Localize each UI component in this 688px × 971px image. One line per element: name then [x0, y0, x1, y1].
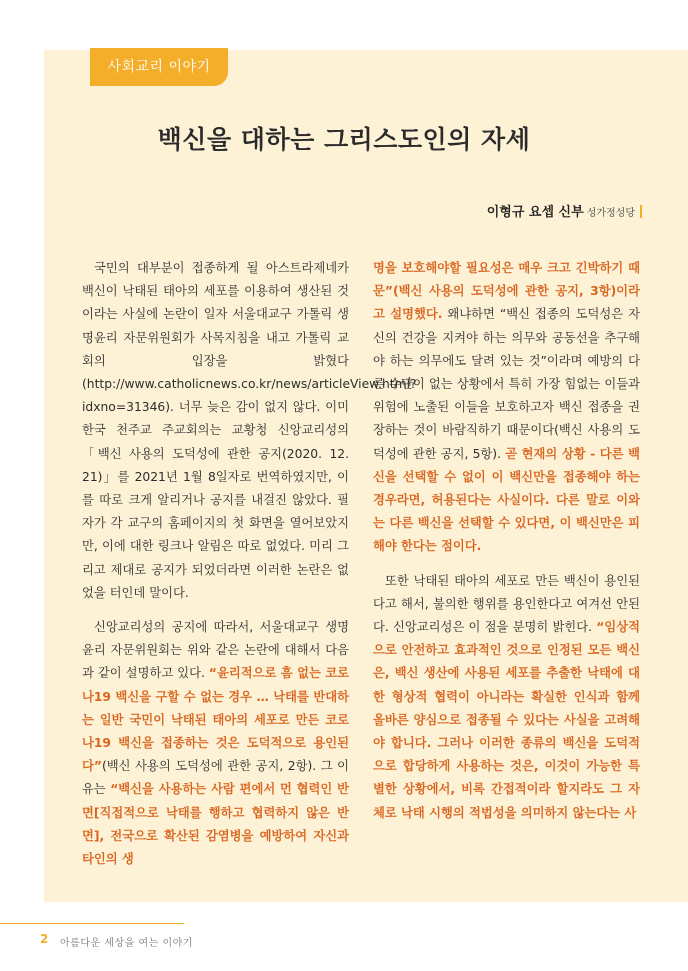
author-name: 이형규 요셉 신부 — [486, 205, 584, 220]
footer-rule — [0, 923, 184, 924]
paragraph — [373, 257, 640, 559]
byline-divider — [640, 205, 642, 218]
paragraph — [82, 257, 417, 605]
highlighted-quote: “백신을 사용하는 사람 편에서 먼 협력인 반면[직접적으로 낙태를 행하고 협력하지 않은 반면], 전국으로 확산된 감염병을 예방하여 자신과 타인의 생 — [82, 782, 349, 867]
paragraph-text: (백신 사용의 도덕성에 관한 공지, 2항). 그 이유는 — [82, 759, 349, 797]
paragraph-text: 또한 낙태된 태아의 세포로 만든 백신이 용인된다고 해서, 불의한 행위를 용인한다고 여겨선 안된다. 신앙교리성은 이 점을 분명히 밝힌다. — [373, 573, 640, 635]
page-title: 백신을 대하는 그리스도인의 자세 — [157, 125, 531, 154]
right-column — [373, 257, 640, 825]
paragraph-text: 신앙교리성의 공지에 따라서, 서울대교구 생명윤리 자문위원회는 위와 같은 논란에 대해서 다음과 같이 설명하고 있다. — [82, 620, 349, 681]
paragraph-text: 국민의 대부분이 접종하게 될 아스트라제네카 백신이 낙태된 태아의 세포를 이용하여 생산된 것이라는 사실에 논란이 일자 서울대교구 가톨릭 생명윤리 자문위원회가 사목지침을 내고 가톨릭 교회의 입장을 밝혔다(http://www.catholicnews.co.kr/news/articleView.html?idxno=31346). 너무 늦은 감이 없지 않다. 이미 한국 천주교 주교회의는 교황청 신앙교리성의 「백신 사용의 도덕성에 관한 공지(2020. 12. 21)」를 2021년 1월 8일자로 번역하였지만, 이를 따로 크게 알리거나 공지를 내걸진 않았다. 필자가 각 교구의 홈페이지의 첫 화면을 열어보았지만, 이에 대한 링크나 알림은 따로 없었다. 미리 그리고 제대로 공지가 되었더라면 이러한 논란은 없었을 터인데 말이다. — [82, 261, 417, 600]
left-column — [82, 257, 417, 871]
paragraph-text: 왜냐하면 “백신 접종의 도덕성은 자신의 건강을 지켜야 하는 의무와 공동선을 추구해야 하는 의무에도 달려 있는 것”이라며 예방의 다른 수단이 없는 상황에서 특히 가장 힘없는 이들과 위험에 노출된 이들을 보호하고자 백신 접종을 권장하는 것이 바람직하기 때문이다(백신 사용의 도덕성에 관한 공지, 5항). — [373, 307, 640, 461]
highlighted-quote: 명을 보호해야할 필요성은 매우 크고 긴박하기 때문”(백신 사용의 도덕성에 관한 공지, 3항)이라고 설명했다. — [373, 261, 640, 322]
section-tag: 사회교리 이야기 — [90, 48, 228, 86]
highlighted-quote: “임상적으로 안전하고 효과적인 것으로 인정된 모든 백신은, 백신 생산에 사용된 세포를 추출한 낙태에 대한 형상적 협력이 아니라는 확실한 인식과 함께 올바른 양심으로 접종될 수 있다는 사실을 고려해야 합니다. 그러나 이러한 종류의 백신을 도덕적으로 합당하게 사용하는 것은, 이것이 가능한 특별한 상황에서, 비록 간접적이라 할지라도 그 자체로 낙태 시행의 적법성을 의미하지 않는다는 사 — [373, 620, 640, 820]
paragraph — [373, 570, 640, 825]
byline — [487, 201, 642, 220]
author-parish: 성가정성당 — [586, 208, 635, 219]
paragraph — [82, 616, 349, 871]
highlighted-quote: 곧 현재의 상황 - 다른 백신을 선택할 수 없이 이 백신만을 접종해야 하는 경우라면, 허용된다는 사실이다. 다른 말로 이와는 다른 백신을 선택할 수 있다면, 이 백신만은 피해야 한다는 점이다. — [373, 446, 640, 554]
footer-title: 아름다운 세상을 여는 이야기 — [60, 938, 193, 949]
highlighted-quote: “윤리적으로 흠 없는 코로나19 백신을 구할 수 없는 경우 … 낙태를 반대하는 일반 국민이 낙태된 태아의 세포로 만든 코로나19 백신을 접종하는 것은 도덕적으로 용인된다” — [82, 666, 349, 774]
page-number: 2 — [40, 932, 49, 946]
